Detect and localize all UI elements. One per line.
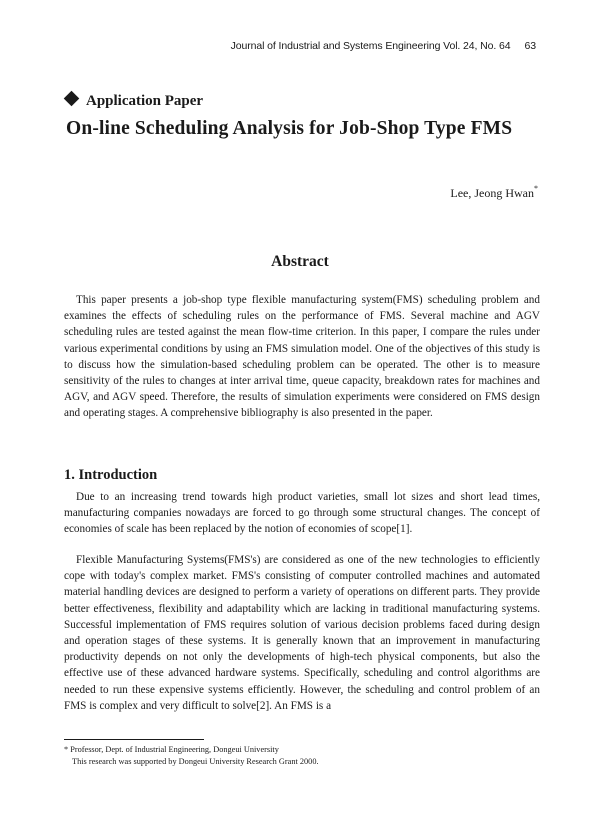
section-label <box>66 93 203 110</box>
running-head <box>231 40 536 52</box>
abstract-heading: Abstract <box>271 253 329 270</box>
footnote-affiliation: * Professor, Dept. of Industrial Engineering, Dongeui University <box>64 745 279 754</box>
abstract-body: This paper presents a job-shop type flexible manufacturing system(FMS) scheduling problem and examines the effects of scheduling rules on the performance of FMS. Several machine and AGV scheduling rules are tested against the mean flow-time criterion. In this paper, I compare the rules under various experimental conditions by using an FMS simulation model. One of the objectives of this study is to discuss how the simulation-based scheduling problem can be operated. The other is to measure sensitivity of the rules to changes at inter arrival time, queue capacity, breakdown rates for machines and AGV, and AGV speed. Therefore, the results of simulation experiments were considered on FMS design and operating stages. A comprehensive bibliography is also presented in the paper. <box>64 294 540 420</box>
section-label-text: Application Paper <box>86 93 204 109</box>
introduction-paragraph: Flexible Manufacturing Systems(FMS's) are considered as one of the new technologies to efficiently cope with today's complex market. FMS's consisting of computer controlled machines and automated material handling devices are designed to perform a variety of operations on different parts. They provide better effectiveness, flexibility and adaptability which are lacking in traditional manufacturing systems. Successful implementation of FMS requires solution of various decision problems faced during design and operation stages of these systems. It is generally known that an improvement in manufacturing productivity depends on not only the developments of high-tech physical components, but also the effective use of these advanced hardware systems. Specifically, scheduling and control algorithms are needed to run these expensive systems efficiently. However, the scheduling and control problem of an FMS is complex and very difficult to solve[2]. An FMS is a <box>64 554 540 712</box>
author-name: Lee, Jeong Hwan <box>450 186 534 200</box>
footnote-funding: This research was supported by Dongeui University Research Grant 2000. <box>72 757 319 766</box>
journal-citation: Journal of Industrial and Systems Engineering Vol. 24, No. 64 <box>230 40 511 52</box>
page-number: 63 <box>524 40 536 52</box>
introduction-heading: 1. Introduction <box>64 467 158 483</box>
footnote-divider <box>64 739 204 740</box>
introduction-paragraph: Due to an increasing trend towards high product varieties, small lot sizes and short lead times, manufacturing companies nowadays are forced to go through some structural changes. The concept of economies of scale has been replaced by the notion of economies of scope[1]. <box>64 491 540 536</box>
author <box>450 185 538 201</box>
author-footnote-marker: * <box>534 184 538 193</box>
diamond-bullet-icon <box>64 91 80 107</box>
paper-title: On-line Scheduling Analysis for Job-Shop Type FMS <box>66 118 513 139</box>
